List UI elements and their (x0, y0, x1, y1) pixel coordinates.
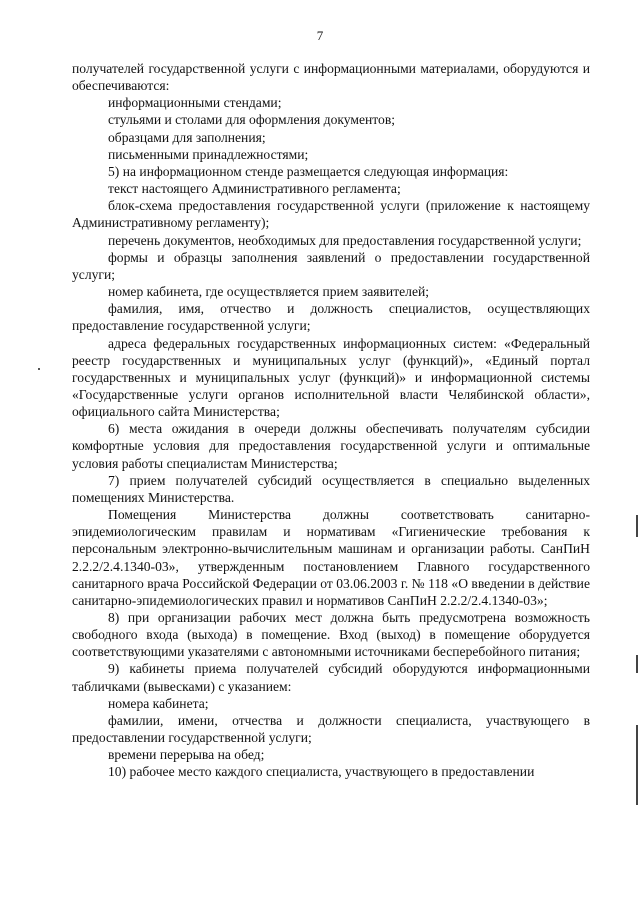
paragraph: письменными принадлежностями; (108, 146, 309, 162)
paragraph: 9) кабинеты приема получателей субсидий оборудуются информационными табличками (вывесками) с указанием: (72, 661, 590, 694)
paragraph: образцами для заполнения; (108, 129, 266, 145)
paragraph: фамилии, имени, отчества и должности специалиста, участвующего в предоставлении государственной услуги; (72, 712, 590, 746)
paragraph: Помещения Министерства должны соответствовать санитарно-эпидемиологическим правилам и нормативам «Гигиенические требования к персональным электронно-вычислительным машинам и организации работы. СанПиН 2.2.2/2.4.1340-03», утвержденным постановлением Главного государственного санитарного врача Российской Федерации от 03.06.2003 г. № 118 «О введении в действие санитарно-эпидемиологических правил и нормативов СанПиН 2.2.2/2.4.1340-03»; (72, 507, 590, 608)
paragraph: 8) при организации рабочих мест должна быть предусмотрена возможность свободного входа (выхода) в помещение. Вход (выход) в помещение оборудуется соответствующими указателями с автономными источниками бесперебойного питания; (72, 610, 590, 660)
paragraph: 10) рабочее место каждого специалиста, участвующего в предоставлении (108, 764, 535, 780)
paragraph: номера кабинета; (108, 695, 209, 711)
paragraph: блок-схема предоставления государственной услуги (приложение к настоящему Административному регламенту); (72, 198, 590, 231)
scan-edge-mark (636, 725, 638, 805)
scan-speck (38, 368, 40, 370)
paragraph: получателей государственной услуги с информационными материалами, оборудуются и обеспечиваются: (72, 61, 590, 94)
paragraph: информационными стендами; (108, 95, 282, 111)
paragraph: номер кабинета, где осуществляется прием заявителей; (108, 284, 430, 300)
page-number: 7 (316, 28, 324, 43)
paragraph: 5) на информационном стенде размещается следующая информация: (108, 163, 509, 179)
paragraph: перечень документов, необходимых для предоставления государственной услуги; (108, 232, 582, 248)
paragraph: формы и образцы заполнения заявлений о предоставлении государственной услуги; (72, 249, 590, 282)
paragraph: времени перерыва на обед; (108, 747, 265, 763)
paragraph: 6) места ожидания в очереди должны обеспечивать получателям субсидии комфортные условия для предоставления государственной услуги и оптимальные условия работы специалистам Министерства; (72, 421, 590, 471)
paragraph: адреса федеральных государственных информационных систем: «Федеральный реестр государственных и муниципальных услуг (функций)», «Единый портал государственных и муниципальных услуг (функций)» и информационной системы «Государственные услуги органов исполнительной власти Челябинской области», официального сайта Министерства; (72, 335, 590, 420)
paragraph: стульями и столами для оформления документов; (108, 112, 396, 128)
paragraph: фамилия, имя, отчество и должность специалистов, осуществляющих предоставление государственной услуги; (72, 301, 590, 334)
scan-edge-mark (636, 515, 638, 537)
paragraph: 7) прием получателей субсидий осуществляется в специально выделенных помещениях Министерства. (72, 472, 590, 505)
scan-edge-mark (636, 655, 638, 673)
paragraph: текст настоящего Административного регламента; (108, 181, 401, 197)
document-body (72, 60, 590, 781)
